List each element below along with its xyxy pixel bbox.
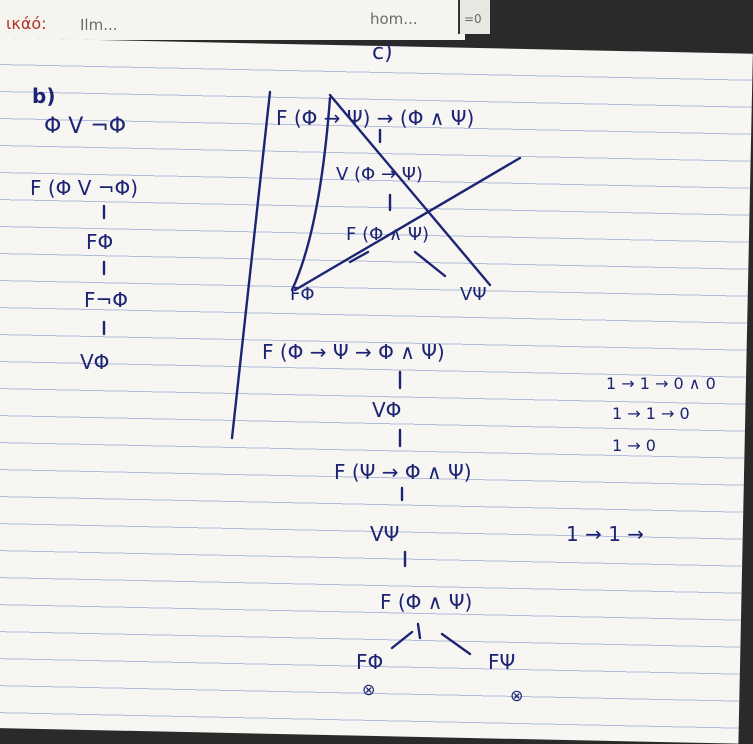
- branch-line: [415, 252, 445, 276]
- tree-leaf-right: FΨ: [488, 650, 516, 674]
- section-label-c: c): [372, 40, 393, 65]
- branch-line: [442, 634, 470, 654]
- branch-line: [392, 632, 412, 648]
- closed-branch-mark-right: ⊗: [510, 686, 524, 705]
- tree-leaf-left: FΦ: [356, 650, 384, 674]
- branch-line: [418, 624, 420, 638]
- section-label-b: b): [32, 84, 56, 108]
- tree-node-2: F (Ψ → Φ ∧ Ψ): [334, 460, 472, 484]
- crossed-line-1: F (Φ → Ψ) → (Φ ∧ Ψ): [276, 106, 475, 130]
- tree-node-1: VΦ: [372, 398, 402, 422]
- tree-node-3: VΨ: [370, 522, 400, 546]
- step-b-4: VΦ: [80, 350, 110, 374]
- side-note-2: 1 → 1 → 0: [612, 404, 690, 423]
- column-divider: [232, 92, 270, 438]
- side-note-1: 1 → 1 → 0 ∧ 0: [606, 374, 716, 393]
- header-scrawl-left: Ilm...: [80, 16, 118, 34]
- header-scrawl-right: =0: [464, 12, 482, 26]
- step-b-3: F¬Φ: [84, 288, 129, 312]
- step-b-2: FΦ: [86, 230, 114, 254]
- header-label: ικάό:: [6, 14, 47, 33]
- crossed-leaf-right: VΨ: [460, 284, 487, 305]
- side-note-3: 1 → 0: [612, 436, 656, 455]
- tree-node-4: F (Φ ∧ Ψ): [380, 590, 473, 614]
- crossed-line-2: V (Φ → Ψ): [336, 164, 423, 185]
- closed-branch-mark-left: ⊗: [362, 680, 376, 699]
- tree-root: F (Φ → Ψ → Φ ∧ Ψ): [262, 340, 445, 364]
- header-scrawl-mid: hom...: [370, 10, 418, 28]
- crossed-leaf-left: FΦ: [290, 284, 315, 305]
- step-b-1: F (Φ V ¬Φ): [30, 176, 139, 200]
- formula-b: Φ V ¬Φ: [44, 114, 127, 139]
- side-note-4: 1 → 1 →: [566, 522, 645, 546]
- crossed-line-3: F (Φ ∧ Ψ): [346, 224, 430, 245]
